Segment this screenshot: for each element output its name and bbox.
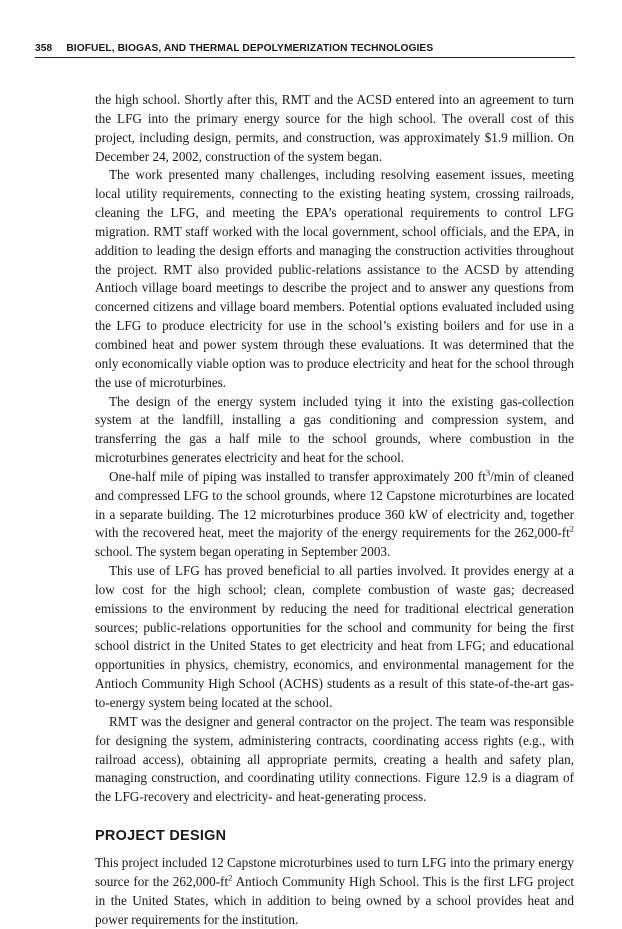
paragraph-5: This use of LFG has proved beneficial to all parties involved. It provides energy at a low cost for the high school; clean, complete combustion of waste gas; decreased emissions to the environment by reducing the need for traditional electrical generation sources; public-relations opportunities for the school and community for being the first school district in the United States to get electricity and heat from LFG; and educational opportunities in physics, chemistry, economics, and environmental management for the Antioch Community High School (ACHS) students as a result of this state-of-the-art gas-to-energy system being located at the school. [95, 563, 574, 710]
section-paragraph-1-part-a: This project included 12 Capstone microturbines used to turn LFG into the primary energy source for the 262,000-ft [95, 855, 574, 889]
running-header [35, 43, 575, 58]
paragraph-3: The design of the energy system included tying it into the existing gas-collection system at the landfill, installing a gas conditioning and compression system, and transferring the gas a half mile to the school grounds, where combustion in the microturbines generates electricity and heat for the school. [95, 393, 574, 466]
page-number: 358 [35, 43, 53, 54]
section-heading: PROJECT DESIGN [95, 828, 227, 845]
running-title: BIOFUEL, BIOGAS, AND THERMAL DEPOLYMERIZATION TECHNOLOGIES [66, 43, 434, 54]
paragraph-6: RMT was the designer and general contractor on the project. The team was responsible for designing the system, administering contracts, coordinating access rights (e.g., with railroad access), obtaining all appropriate permits, creating a health and safety plan, managing construction, and coordinating utility connections. Figure 12.9 is a diagram of the LFG-recovery and electricity- and heat-generating process. [95, 713, 574, 805]
cubic-superscript: 3 [485, 467, 491, 478]
section-paragraph-1 [95, 854, 574, 929]
paragraph-4-part-a: One-half mile of piping was installed to transfer approximately 200 ft [109, 468, 486, 484]
paragraph-2: The work presented many challenges, including resolving easement issues, meeting local utility requirements, connecting to the existing heating system, crossing railroads, cleaning the LFG, and meeting the EPA’s operational requirements to control LFG migration. RMT staff worked with the local government, school officials, and the EPA, in addition to leading the design efforts and managing the construction activities throughout the project. RMT also provided public-relations assistance to the ACSD by attending Antioch village board meetings to describe the project and to answer any questions from concerned citizens and village board members. Potential options evaluated included using the LFG to produce electricity for use in the school’s existing boilers and for use in a combined heat and power system through these evaluations. It was determined that the only economically viable option was to produce electricity and heat for the school through the use of microturbines. [95, 167, 574, 390]
square-superscript: 2 [569, 524, 574, 535]
section-square-superscript: 2 [228, 872, 233, 883]
paragraph-4 [95, 468, 574, 562]
paragraph-1: the high school. Shortly after this, RMT and the ACSD entered into an agreement to turn the LFG into the primary energy source for the high school. The overall cost of this project, including design, permits, and construction, was approximately $1.9 million. On December 24, 2002, construction of the system began. [95, 92, 574, 164]
paragraph-4-part-c: school. The system began operating in September 2003. [95, 544, 391, 560]
page-body [95, 91, 574, 929]
section-paragraph-1-part-b: Antioch Community High School. This is the first LFG project in the United States, which in addition to being owned by a school provides heat and power requirements for the institution. [95, 873, 574, 927]
paragraph-4-part-b: /min of cleaned and compressed LFG to the school grounds, where 12 Capstone microturbines are located in a separate building. The 12 microturbines produce 360 kW of electricity and, together with the recovered heat, meet the majority of the energy requirements for the 262,000-ft [95, 468, 575, 541]
